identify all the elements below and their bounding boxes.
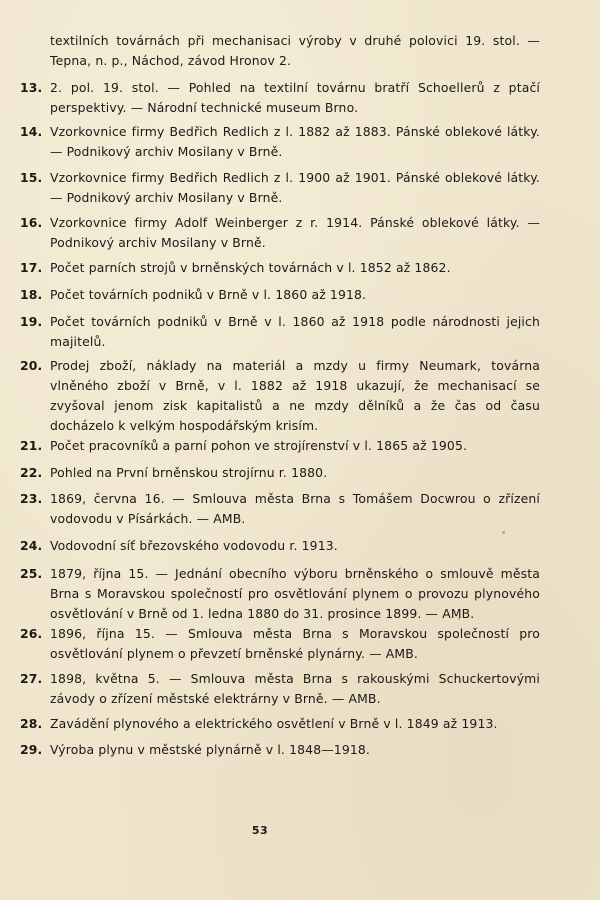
paper-speck <box>116 82 118 84</box>
item-number: 19. <box>20 314 43 329</box>
list-item <box>20 536 540 556</box>
item-number: 28. <box>20 716 43 731</box>
item-number: 15. <box>20 170 43 185</box>
paper-speck <box>502 531 505 534</box>
item-text: Vzorkovnice firmy Adolf Weinberger z r. 1914. Pánské oblekové látky. — Podnikový archiv Mosilany v Brně. <box>50 215 540 250</box>
item-number: 26. <box>20 626 43 641</box>
item-number: 18. <box>20 287 43 302</box>
item-number: 29. <box>20 742 43 757</box>
item-text: Prodej zboží, náklady na materiál a mzdy u firmy Neumark, továrna vlněného zboží v Brně, v l. 1882 až 1918 ukazují, že mechanisací se zvyšoval jenom zisk kapitalistů a ne mzdy dělníků a že čas od času docházelo k velkým hospodářským krisím. <box>50 358 540 433</box>
list-item <box>20 714 540 734</box>
item-text: Počet továrních podniků v Brně v l. 1860 až 1918 podle národnosti jejich majitelů. <box>50 314 540 349</box>
item-text: Výroba plynu v městské plynárně v l. 1848—1918. <box>50 742 371 757</box>
list-item <box>20 31 540 71</box>
item-number: 24. <box>20 538 43 553</box>
item-text: 1896, října 15. — Smlouva města Brna s Moravskou společností pro osvětlování plynem o převzetí brněnské plynárny. — AMB. <box>50 626 540 661</box>
item-number: 23. <box>20 491 43 506</box>
item-text: Vzorkovnice firmy Bedřich Redlich z l. 1882 až 1883. Pánské oblekové látky. — Podnikový archiv Mosilany v Brně. <box>50 124 540 159</box>
list-item <box>20 213 540 253</box>
list-item <box>20 436 540 456</box>
paper-speck <box>458 618 460 620</box>
item-text: 2. pol. 19. stol. — Pohled na textilní továrnu bratří Schoellerů z ptačí perspektivy. — Národní technické museum Brno. <box>50 80 540 115</box>
list-item <box>20 168 540 208</box>
list-item <box>20 463 540 483</box>
list-item <box>20 564 540 624</box>
item-number: 14. <box>20 124 43 139</box>
item-text: Pohled na První brněnskou strojírnu r. 1880. <box>50 465 328 480</box>
item-text: Počet parních strojů v brněnských továrnách v l. 1852 až 1862. <box>50 260 451 275</box>
item-number: 21. <box>20 438 43 453</box>
item-text: Zavádění plynového a elektrického osvětlení v Brně v l. 1849 až 1913. <box>50 716 498 731</box>
list-item <box>20 356 540 436</box>
list-item <box>20 285 540 305</box>
item-text: Vodovodní síť březovského vodovodu r. 1913. <box>50 538 338 553</box>
list-item <box>20 258 540 278</box>
item-number: 22. <box>20 465 43 480</box>
list-item <box>20 669 540 709</box>
list-item <box>20 624 540 664</box>
list-item <box>20 312 540 352</box>
item-text: Vzorkovnice firmy Bedřich Redlich z l. 1900 až 1901. Pánské oblekové látky. — Podnikový archiv Mosilany v Brně. <box>50 170 540 205</box>
item-number: 25. <box>20 566 43 581</box>
page-number: 53 <box>251 824 269 837</box>
item-text: Počet pracovníků a parní pohon ve strojírenství v l. 1865 až 1905. <box>50 438 468 453</box>
list-item <box>20 78 540 118</box>
list-item <box>20 489 540 529</box>
item-number: 13. <box>20 80 43 95</box>
item-text: 1879, října 15. — Jednání obecního výboru brněnského o smlouvě města Brna s Moravskou společností pro osvětlování plynem o provozu plynového osvětlování v Brně od 1. ledna 1880 do 31. prosince 1899. — AMB. <box>50 566 540 621</box>
item-number: 16. <box>20 215 43 230</box>
list-item <box>20 122 540 162</box>
item-number: 27. <box>20 671 43 686</box>
item-number: 17. <box>20 260 43 275</box>
item-text: Počet továrních podniků v Brně v l. 1860 až 1918. <box>50 287 367 302</box>
item-text: 1898, května 5. — Smlouva města Brna s rakouskými Schuckertovými závody o zřízení městské elektrárny v Brně. — AMB. <box>50 671 540 706</box>
list-item <box>20 740 540 760</box>
item-text: 1869, června 16. — Smlouva města Brna s Tomášem Docwrou o zřízení vodovodu v Písárkách. — AMB. <box>50 491 540 526</box>
item-number: 20. <box>20 358 43 373</box>
item-text: textilních továrnách při mechanisaci výroby v druhé polovici 19. stol. — Tepna, n. p., Náchod, závod Hronov 2. <box>50 33 540 68</box>
